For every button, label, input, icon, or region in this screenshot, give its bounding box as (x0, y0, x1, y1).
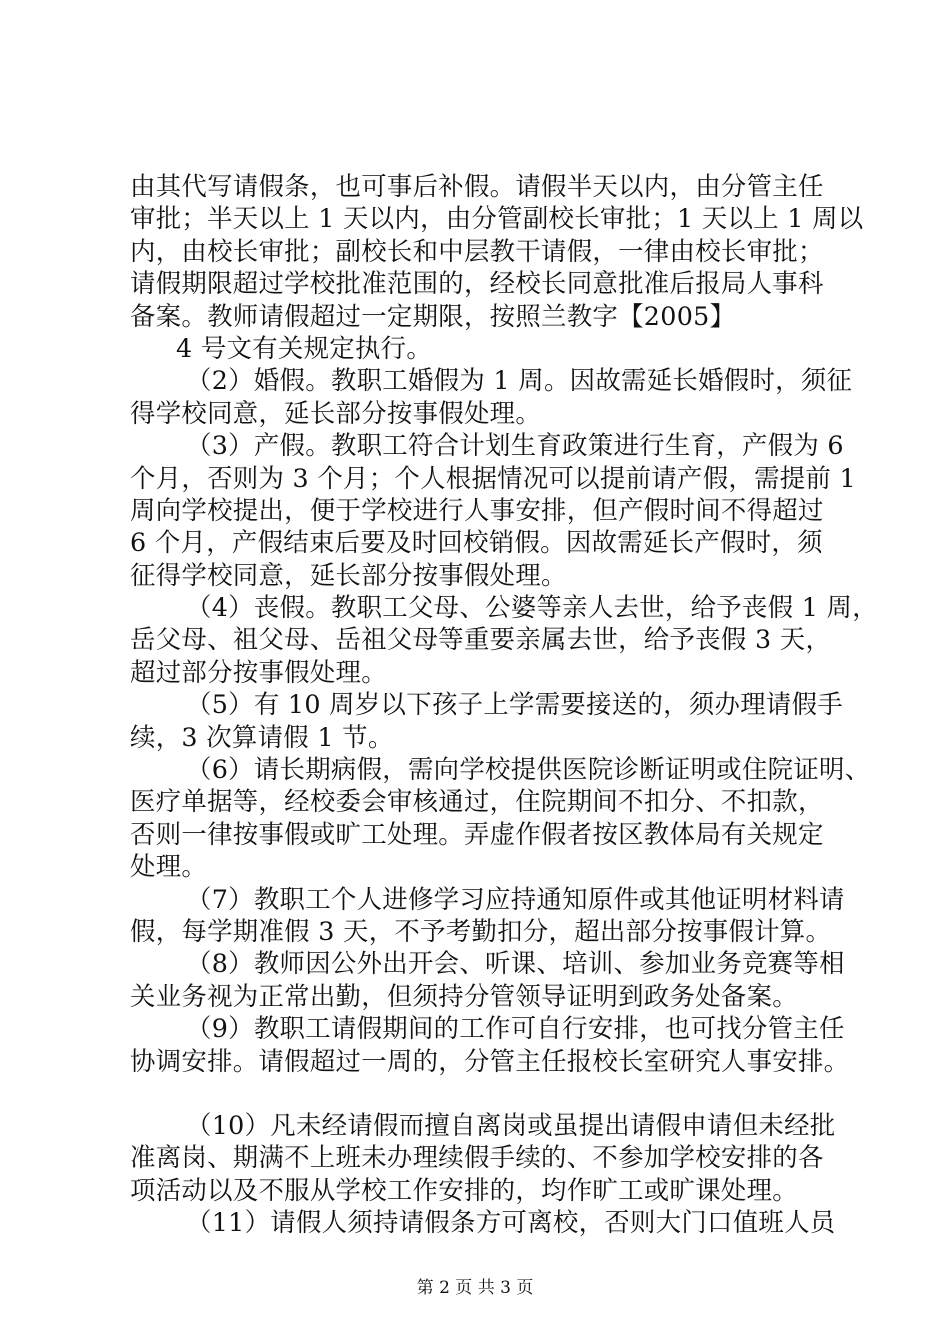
paragraph-leave-maternity: （3）产假。教职工符合计划生育政策进行生育，产假为 6 (186, 430, 844, 461)
text-line: 征得学校同意，延长部分按事假处理。 (130, 559, 567, 590)
text-line: 由其代写请假条，也可事后补假。请假半天以内，由分管主任 (130, 171, 824, 201)
paragraph-sick-leave: （6）请长期病假，需向学校提供医院诊断证明或住院证明、 (186, 754, 871, 785)
text-line: 内，由校长审批；副校长和中层教干请假，一律由校长审批； (130, 235, 824, 266)
text-line: 岳父母、祖父母、岳祖父母等重要亲属去世，给予丧假 3 天， (130, 624, 832, 655)
text-line: 超过部分按事假处理。 (130, 656, 387, 687)
paragraph-official-duty: （8）教师因公外出开会、听课、培训、参加业务竞赛等相 (186, 948, 845, 979)
text-line: 备案。教师请假超过一定期限，按照兰教字【2005】 (130, 300, 736, 331)
paragraph-childcare: （5）有 10 周岁以下孩子上学需要接送的，须办理请假手 (186, 689, 843, 720)
page-number-footer: 第 2 页 共 3 页 (416, 1278, 534, 1298)
text-line: 关业务视为正常出勤，但须持分管领导证明到政务处备案。 (130, 980, 798, 1011)
text-line: 周向学校提出，便于学校进行人事安排，但产假时间不得超过 (130, 494, 824, 525)
document-body (130, 170, 878, 1239)
paragraph-gap (130, 1077, 850, 1109)
text-line: 项活动以及不服从学校工作安排的，均作旷工或旷课处理。 (130, 1174, 798, 1205)
text-line: 假，每学期准假 3 天，不予考勤扣分，超出部分按事假计算。 (130, 915, 832, 946)
text-line: 个月，否则为 3 个月；个人根据情况可以提前请产假，需提前 1 (130, 462, 856, 493)
text-line: 续，3 次算请假 1 节。 (130, 721, 394, 752)
paragraph-leave-slip: （11）请假人须持请假条方可离校，否则大门口值班人员 (186, 1207, 836, 1238)
paragraph-leave-marriage: （2）婚假。教职工婚假为 1 周。因故需延长婚假时，须征 (186, 365, 853, 396)
text-line: 6 个月，产假结束后要及时回校销假。因故需延长产假时，须 (130, 527, 823, 558)
text-line: 协调安排。请假超过一周的，分管主任报校长室研究人事安排。 (130, 1045, 850, 1076)
paragraph-work-arrangement: （9）教职工请假期间的工作可自行安排，也可找分管主任 (186, 1013, 845, 1044)
text-line: 准离岗、期满不上班未办理续假手续的、不参加学校安排的各 (130, 1142, 824, 1173)
text-line: 审批；半天以上 1 天以内，由分管副校长审批；1 天以上 1 周以 (130, 203, 864, 234)
text-line: 请假期限超过学校批准范围的，经校长同意批准后报局人事科 (130, 268, 824, 299)
paragraph-absenteeism: （10）凡未经请假而擅自离岗或虽提出请假申请但未经批 (186, 1109, 836, 1140)
text-line: 4 号文有关规定执行。 (176, 332, 433, 363)
paragraph-leave-bereavement: （4）丧假。教职工父母、公婆等亲人去世，给予丧假 1 周， (186, 592, 878, 623)
text-line: 得学校同意，延长部分按事假处理。 (130, 397, 542, 428)
text-line: 处理。 (130, 851, 208, 882)
text-line: 否则一律按事假或旷工处理。弄虚作假者按区教体局有关规定 (130, 818, 824, 849)
paragraph-study-leave: （7）教职工个人进修学习应持通知原件或其他证明材料请 (186, 883, 845, 914)
text-line: 医疗单据等，经校委会审核通过，住院期间不扣分、不扣款， (130, 786, 824, 817)
